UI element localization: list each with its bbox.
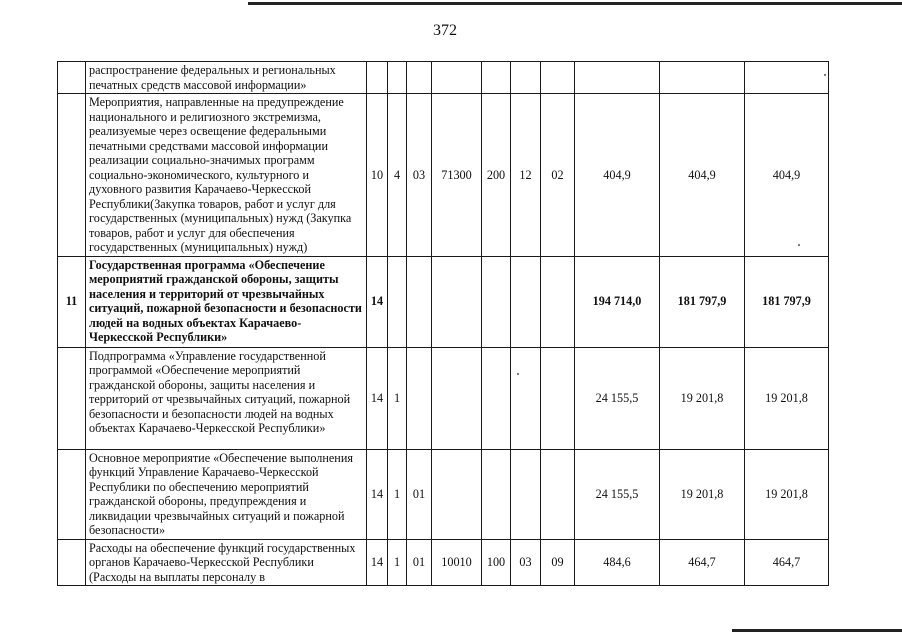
code-cell: 14 [367,347,388,449]
budget-table [57,61,829,586]
bottom-border-line [732,629,902,632]
code-cell: 14 [367,449,388,539]
code-cell [511,347,541,449]
code-cell [482,256,511,347]
code-cell: 02 [541,94,575,257]
row-number-cell [58,449,86,539]
amount-cell [745,62,829,94]
description-cell: Расходы на обеспечение функций государственных органов Карачаево-Черкесской Республики (Расходы на выплаты персоналу в [86,539,367,586]
code-cell [432,256,482,347]
code-cell [511,256,541,347]
code-cell: 03 [407,94,432,257]
description-cell: Подпрограмма «Управление государственной программой «Обеспечение мероприятий гражданской обороны, защиты населения и территорий от чрезвычайных ситуаций, пожарной безопасности и безопасности людей на водных объектах Карачаево-Черкесской Республики» [86,347,367,449]
code-cell: 1 [388,347,407,449]
code-cell: 14 [367,539,388,586]
amount-cell: 464,7 [660,539,745,586]
scan-speck [798,244,800,246]
row-number-cell [58,539,86,586]
row-number-cell [58,62,86,94]
code-cell [541,256,575,347]
row-number-cell: 11 [58,256,86,347]
amount-cell: 181 797,9 [660,256,745,347]
amount-cell: 484,6 [575,539,660,586]
code-cell: 14 [367,256,388,347]
code-cell [482,347,511,449]
code-cell: 200 [482,94,511,257]
table-row [58,449,829,539]
code-cell: 71300 [432,94,482,257]
code-cell [432,449,482,539]
row-number-cell [58,94,86,257]
code-cell: 1 [388,539,407,586]
amount-cell [660,62,745,94]
amount-cell [575,62,660,94]
code-cell: 100 [482,539,511,586]
code-cell: 01 [407,539,432,586]
code-cell: 4 [388,94,407,257]
code-cell [432,62,482,94]
amount-cell: 19 201,8 [745,449,829,539]
code-cell [388,62,407,94]
amount-cell: 404,9 [745,94,829,257]
description-cell: Мероприятия, направленные на предупреждение национального и религиозного экстремизма, реализуемые через освещение федеральными печатными средствами массовой информации реализации социально-значимых программ социально-экономического, культурного и духовного развития Карачаево-Черкесской Республики(Закупка товаров, работ и услуг для государственных (муниципальных) нужд (Закупка товаров, работ и услуг для обеспечения государственных (муниципальных) нужд) [86,94,367,257]
code-cell [388,256,407,347]
amount-cell: 181 797,9 [745,256,829,347]
amount-cell: 19 201,8 [745,347,829,449]
amount-cell: 404,9 [575,94,660,257]
amount-cell: 194 714,0 [575,256,660,347]
code-cell [407,347,432,449]
description-cell: распространение федеральных и региональных печатных средств массовой информации» [86,62,367,94]
amount-cell: 464,7 [745,539,829,586]
code-cell [432,347,482,449]
code-cell: 10010 [432,539,482,586]
amount-cell: 19 201,8 [660,347,745,449]
scan-speck [517,373,519,375]
code-cell [407,256,432,347]
row-number-cell [58,347,86,449]
code-cell [482,449,511,539]
table-row [58,256,829,347]
top-border-line [248,2,902,5]
code-cell [407,62,432,94]
code-cell [541,62,575,94]
table-row [58,94,829,257]
code-cell: 03 [511,539,541,586]
amount-cell: 24 155,5 [575,347,660,449]
amount-cell: 19 201,8 [660,449,745,539]
description-cell: Основное мероприятие «Обеспечение выполнения функций Управление Карачаево-Черкесской Республики по обеспечению мероприятий гражданской обороны, предупреждения и ликвидации чрезвычайных ситуаций и пожарной безопасности» [86,449,367,539]
code-cell: 09 [541,539,575,586]
code-cell [482,62,511,94]
code-cell: 1 [388,449,407,539]
table-row [58,539,829,586]
code-cell [511,62,541,94]
page-number: 372 [433,22,457,39]
code-cell: 01 [407,449,432,539]
amount-cell: 404,9 [660,94,745,257]
scan-speck [824,74,826,76]
code-cell [367,62,388,94]
code-cell [541,347,575,449]
code-cell [511,449,541,539]
description-cell: Государственная программа «Обеспечение мероприятий гражданской обороны, защиты населения и территорий от чрезвычайных ситуаций, пожарной безопасности и безопасности людей на водных объектах Карачаево-Черкесской Республики» [86,256,367,347]
code-cell [541,449,575,539]
amount-cell: 24 155,5 [575,449,660,539]
table-row [58,347,829,449]
table-row [58,62,829,94]
code-cell: 12 [511,94,541,257]
code-cell: 10 [367,94,388,257]
